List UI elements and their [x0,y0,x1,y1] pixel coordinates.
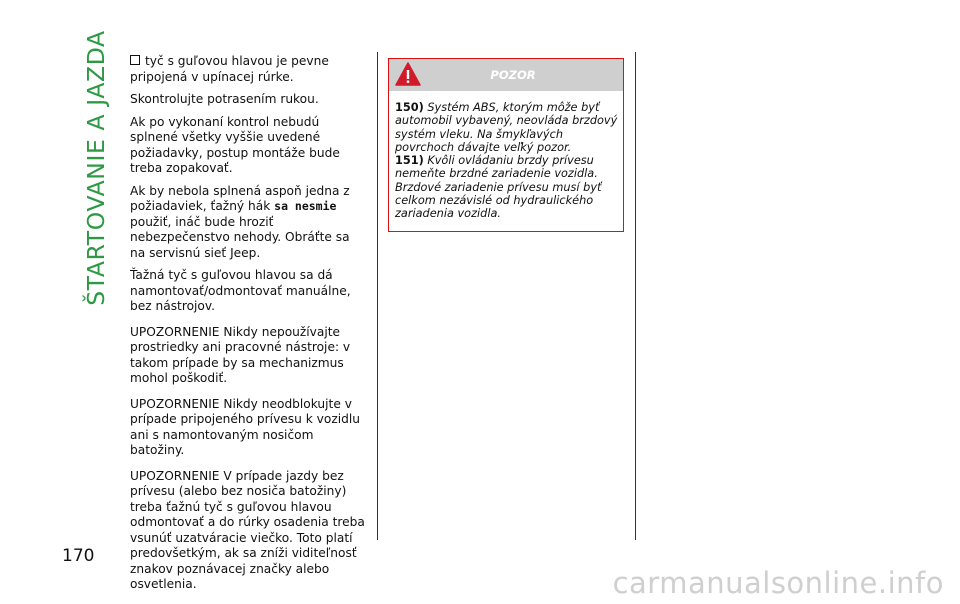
warning-label: POZOR [490,68,536,82]
warning-item-text: Kvôli ovládaniu brzdy prívesu nemeňte brzdné zariadenie vozidla. Brzdové zariadenie prívesu musí byť celkom nezávislé od hydraulického zariadenia vozidla. [395,154,602,221]
p3-bold: sa nesmie [274,199,337,213]
warning-item-number: 151) [395,154,424,168]
column-divider-right [635,52,636,540]
paragraph-repeat: Ak po vykonaní kontrol nebudú splnené všetky vyššie uvedené požiadavky, postup montáže bude treba zopakovať. [130,114,340,175]
warning-item-number: 150) [395,101,424,114]
warning-note-1: UPOZORNENIE Nikdy nepoužívajte prostriedky ani pracovné nástroje: v takom prípade by sa mechanizmus mohol poškodiť. [130,324,351,385]
bullet-text: tyč s guľovou hlavou je pevne pripojená v upínacej rúrke. [130,54,329,84]
p3-before: Ak by nebola splnená aspoň jedna z požiadaviek, ťažný hák [130,183,350,213]
paragraph-requirements [130,184,368,262]
watermark: carmanualsonline.info [612,566,944,600]
bullet-paragraph [130,54,368,85]
warning-header [389,59,623,91]
warning-item-text: Systém ABS, ktorým môže byť automobil vybavený, neovláda brzdový systém vleku. Na šmykľavých povrchoch dávajte veľký pozor. [395,101,618,154]
page-number: 170 [62,546,95,566]
section-title-text: ŠTARTOVANIE A JAZDA [82,30,110,306]
p3-after: použiť, ináč bude hroziť nebezpečenstvo nehody. Obráťte sa na servisnú sieť Jeep. [130,214,350,260]
paragraph-manual: Ťažná tyč s guľovou hlavou sa dá namontovať/odmontovať manuálne, bez nástrojov. [130,268,351,313]
warning-note-3: UPOZORNENIE V prípade jazdy bez prívesu (alebo bez nosiča batožiny) treba ťažnú tyč s guľovou hlavou odmontovať a do rúrky osadenia treba vsunúť uzatváracie viečko. Toto platí predovšetkým, ak sa zníži viditeľnosť znakov poznávacej značky alebo osvetlenia. [130,468,365,591]
section-title [76,30,116,306]
warning-note-2: UPOZORNENIE Nikdy neodblokujte v prípade pripojeného prívesu k vozidlu ani s namontovaným nosičom batožiny. [130,396,360,457]
warning-item [395,154,619,220]
warning-body [395,101,619,221]
paragraph-check: Skontrolujte potrasením rukou. [130,92,319,106]
column-divider-left [377,52,378,540]
left-column [130,54,368,600]
warning-box [388,58,624,232]
warning-item [395,101,619,154]
checkbox-bullet-icon [130,55,140,65]
